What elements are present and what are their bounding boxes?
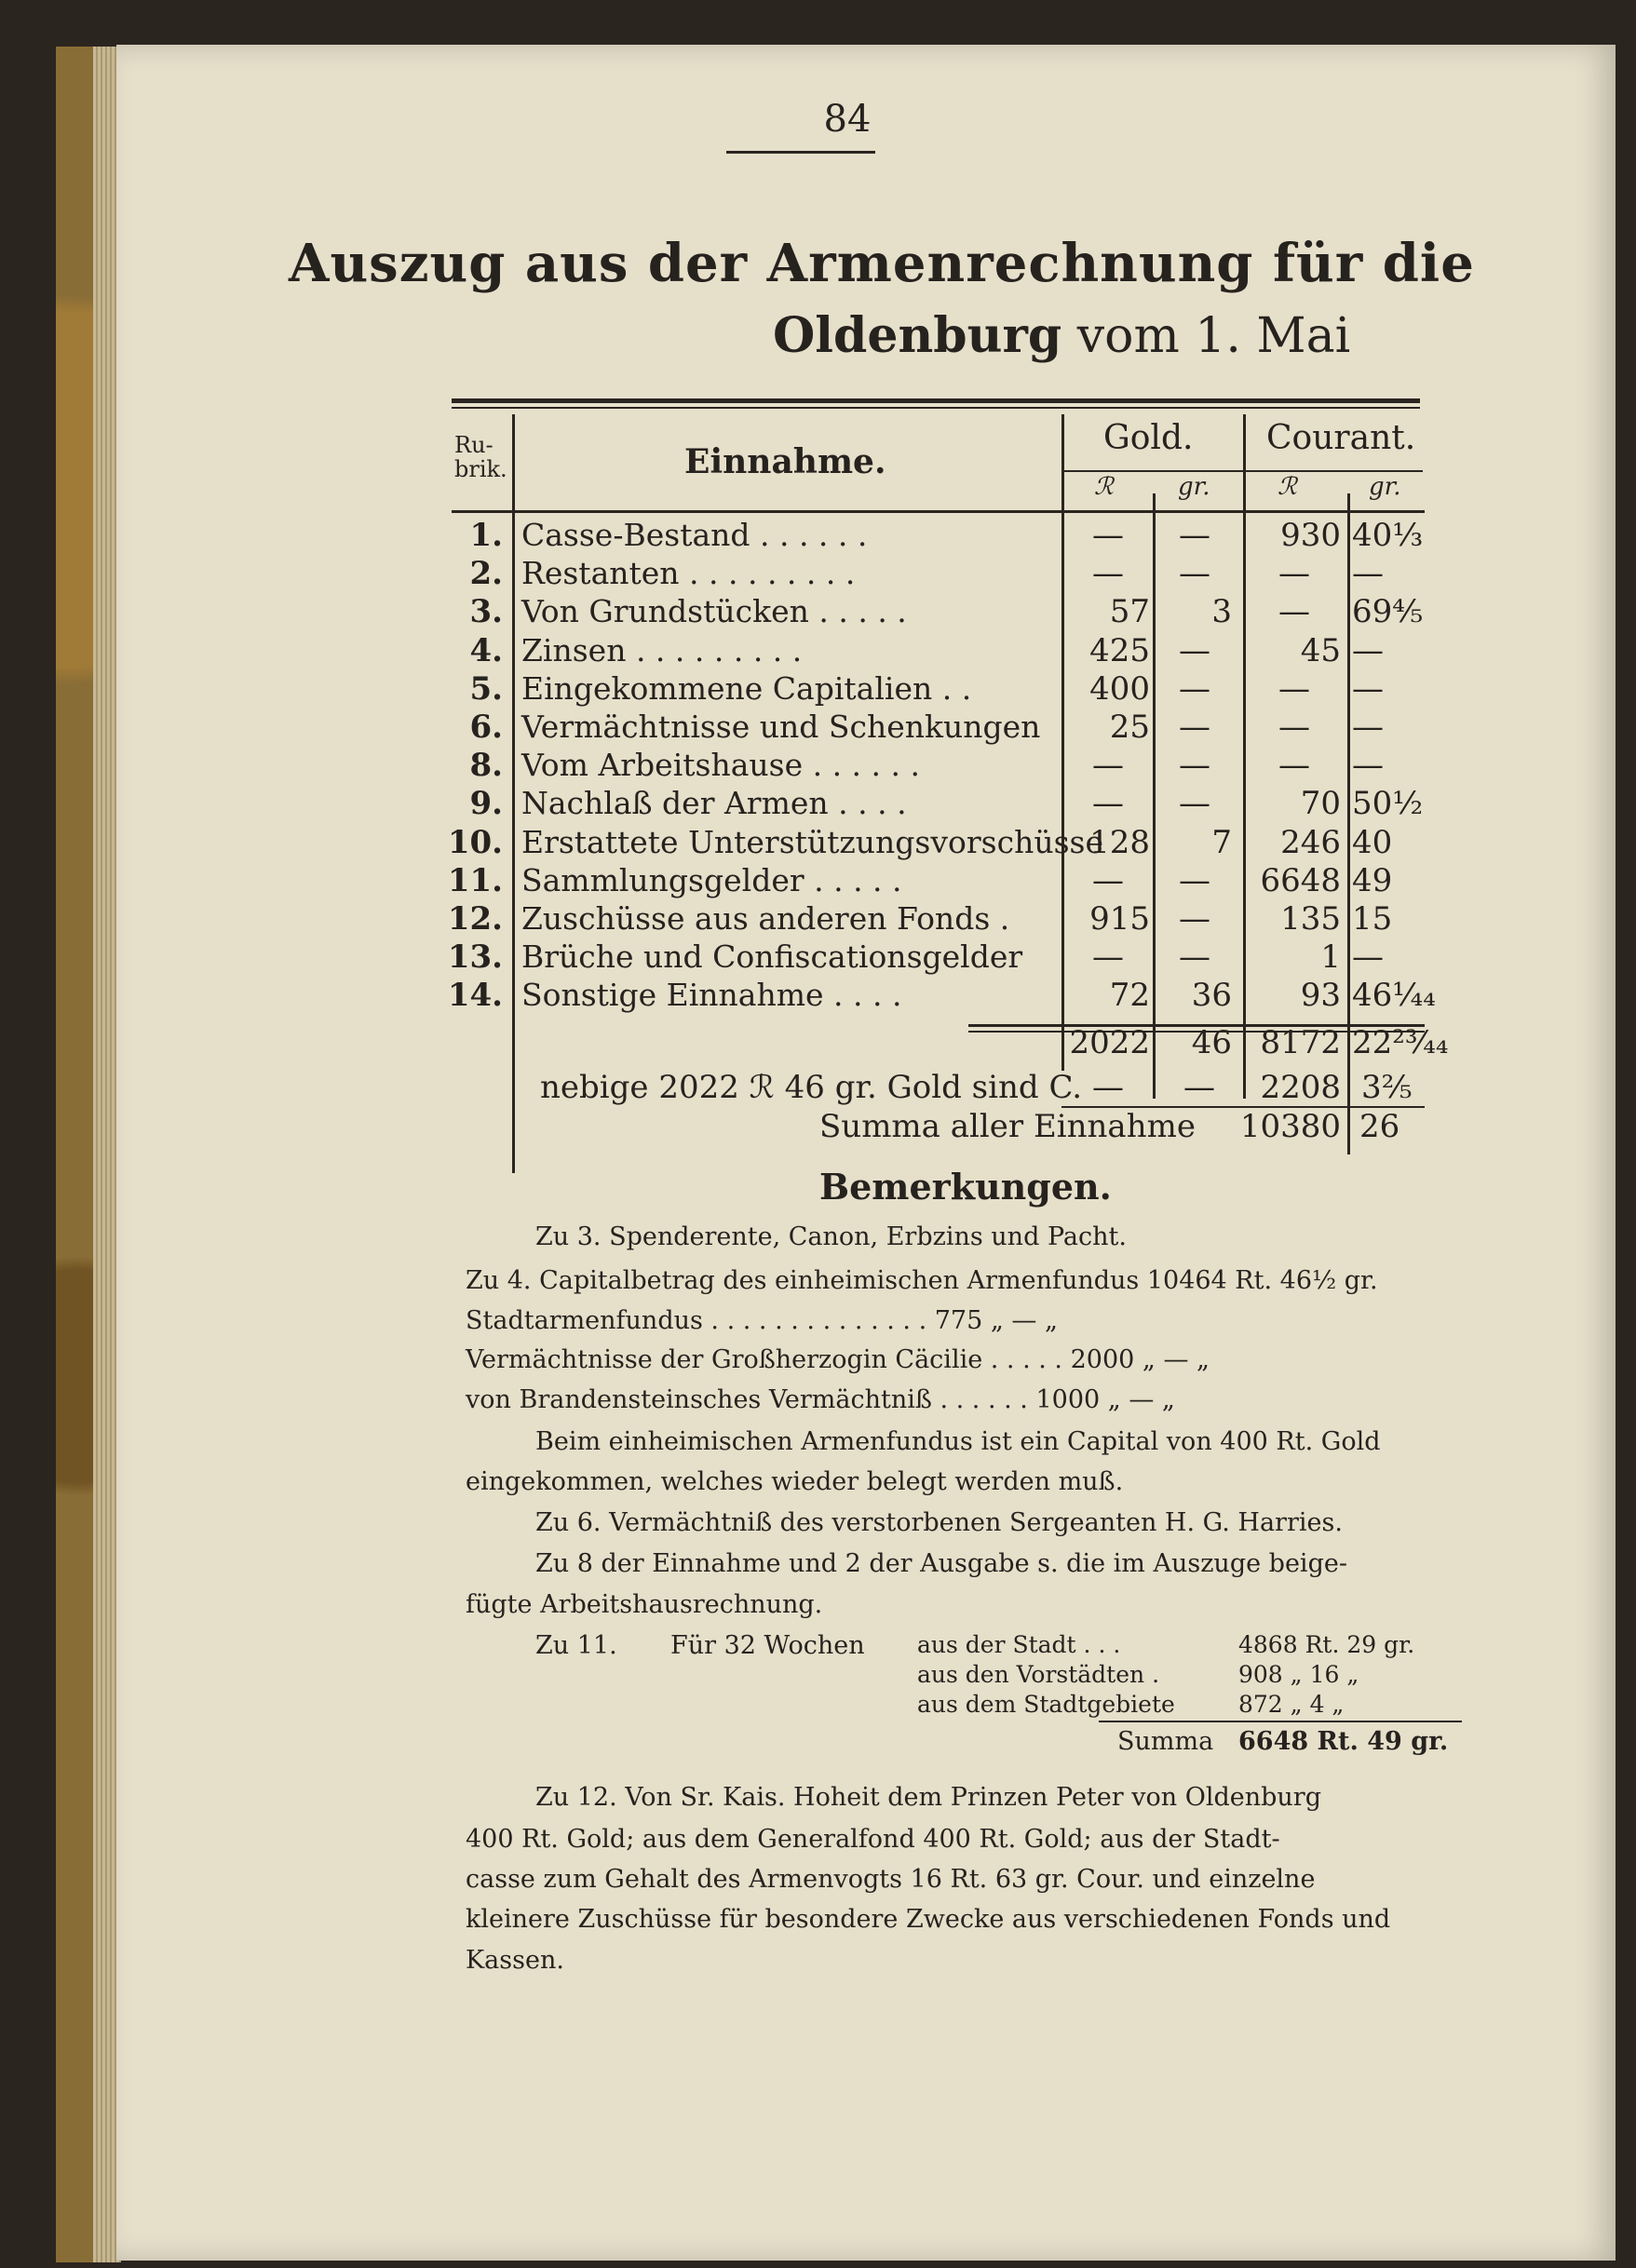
row-gold-rt: — bbox=[1092, 938, 1124, 976]
gold-note-gold-rt: — bbox=[1092, 1069, 1124, 1106]
col-line-courant-left bbox=[1243, 414, 1246, 1099]
row-courant-gr: — bbox=[1352, 709, 1384, 746]
row-description: Zuschüsse aus anderen Fonds . bbox=[521, 900, 1010, 937]
row-description: Vom Arbeitshause . . . . . . bbox=[521, 747, 920, 783]
total-courant-gr: 26 bbox=[1359, 1108, 1400, 1145]
courant-rt-header: ℛ bbox=[1278, 473, 1297, 501]
zu11-sum-label: Summa bbox=[1117, 1727, 1214, 1756]
row-number: 4. bbox=[469, 632, 503, 669]
gold-note-courant-rt: 2208 bbox=[1260, 1069, 1341, 1106]
zu11-item-amount: 908 „ 16 „ bbox=[1238, 1661, 1359, 1688]
row-number: 1. bbox=[469, 517, 503, 554]
remark-line: Zu 3. Spenderente, Canon, Erbzins und Pacht. bbox=[535, 1222, 1127, 1251]
remarks-title: Bemerkungen. bbox=[819, 1166, 1112, 1208]
row-courant-rt: 930 bbox=[1280, 517, 1341, 554]
remark-line: von Brandensteinsches Vermächtniß . . . . . . 1000 „ — „ bbox=[466, 1385, 1175, 1414]
row-gold-rt: 128 bbox=[1089, 824, 1150, 861]
row-gold-rt: — bbox=[1092, 747, 1124, 784]
total-courant-rt: 10380 bbox=[1239, 1108, 1341, 1145]
row-description: Zinsen . . . . . . . . . bbox=[521, 632, 803, 668]
row-gold-gr: — bbox=[1179, 709, 1210, 746]
row-gold-gr: — bbox=[1179, 747, 1210, 784]
row-courant-gr: — bbox=[1352, 555, 1384, 592]
row-gold-gr: — bbox=[1179, 517, 1210, 554]
row-courant-rt: — bbox=[1278, 709, 1310, 746]
col-line-gold-gr bbox=[1153, 493, 1156, 1099]
row-gold-gr: — bbox=[1179, 555, 1210, 592]
gold-header: Gold. bbox=[1103, 419, 1194, 457]
courant-header: Courant. bbox=[1266, 419, 1416, 457]
row-courant-rt: 6648 bbox=[1260, 862, 1341, 899]
row-gold-rt: — bbox=[1092, 862, 1124, 899]
row-courant-rt: — bbox=[1278, 670, 1310, 708]
row-description: Sammlungsgelder . . . . . bbox=[521, 862, 902, 898]
zu12-line: casse zum Gehalt des Armenvogts 16 Rt. 63 gr. Cour. und einzelne bbox=[466, 1865, 1316, 1894]
row-courant-gr: 50½ bbox=[1352, 785, 1424, 822]
zu11-item-amount: 872 „ 4 „ bbox=[1238, 1691, 1345, 1718]
row-gold-gr: — bbox=[1179, 785, 1210, 822]
row-number: 10. bbox=[447, 824, 503, 861]
col-line-rubrik bbox=[512, 414, 515, 1173]
page-number-rule bbox=[726, 151, 875, 154]
row-courant-gr: 15 bbox=[1352, 900, 1393, 938]
row-courant-gr: 40⅓ bbox=[1352, 517, 1424, 554]
remark-line: fügte Arbeitshausrechnung. bbox=[466, 1590, 823, 1619]
page-number: 84 bbox=[823, 98, 872, 141]
einnahme-header: Einnahme. bbox=[684, 442, 886, 481]
courant-gr-header: gr. bbox=[1369, 473, 1401, 501]
gold-rt-header: ℛ bbox=[1094, 473, 1114, 501]
remark-line: Stadtarmenfundus . . . . . . . . . . . . . . 775 „ — „ bbox=[466, 1306, 1059, 1335]
col-line-courant-gr bbox=[1347, 493, 1350, 1154]
row-gold-rt: 57 bbox=[1109, 593, 1150, 630]
zu12-line: kleinere Zuschüsse für besondere Zwecke aus verschiedenen Fonds und bbox=[466, 1905, 1391, 1934]
row-number: 9. bbox=[469, 785, 503, 822]
subtotal-gold-rt: 2022 bbox=[1069, 1024, 1150, 1061]
row-description: Nachlaß der Armen . . . . bbox=[521, 785, 907, 821]
remark-line: Beim einheimischen Armenfundus ist ein Capital von 400 Rt. Gold bbox=[535, 1427, 1381, 1456]
total-label: Summa aller Einnahme bbox=[819, 1108, 1196, 1145]
title-date: vom 1. Mai bbox=[1061, 308, 1351, 364]
row-description: Restanten . . . . . . . . . bbox=[521, 555, 856, 591]
row-courant-rt: 135 bbox=[1280, 900, 1341, 938]
row-courant-rt: 45 bbox=[1300, 632, 1341, 669]
row-number: 3. bbox=[469, 593, 503, 630]
row-courant-gr: 40 bbox=[1352, 824, 1393, 861]
zu11-sum-amount: 6648 Rt. 49 gr. bbox=[1238, 1727, 1449, 1756]
row-gold-rt: — bbox=[1092, 555, 1124, 592]
row-gold-gr: 36 bbox=[1191, 977, 1232, 1014]
gold-note-courant-gr: 3⅖ bbox=[1361, 1069, 1413, 1106]
row-description: Vermächtnisse und Schenkungen bbox=[521, 709, 1041, 745]
row-gold-rt: — bbox=[1092, 785, 1124, 822]
table-top-rule bbox=[452, 398, 1420, 403]
row-courant-gr: 49 bbox=[1352, 862, 1393, 899]
row-number: 13. bbox=[447, 938, 503, 976]
row-gold-gr: — bbox=[1179, 670, 1210, 708]
book-edge-marbling bbox=[56, 47, 93, 2262]
row-courant-gr: 69⅘ bbox=[1352, 593, 1424, 630]
zu11-sum-rule bbox=[1099, 1721, 1462, 1722]
row-gold-rt: 25 bbox=[1109, 709, 1150, 746]
remark-line: Zu 4. Capitalbetrag des einheimischen Armenfundus 10464 Rt. 46½ gr. bbox=[466, 1266, 1378, 1295]
gold-gr-header: gr. bbox=[1178, 473, 1210, 501]
header-bottom-rule bbox=[452, 510, 1425, 513]
row-courant-rt: 1 bbox=[1320, 938, 1341, 976]
row-courant-rt: 93 bbox=[1300, 977, 1341, 1014]
subtotal-courant-gr: 22²³⁄₄₄ bbox=[1352, 1024, 1449, 1061]
page-title-line2 bbox=[773, 307, 1350, 364]
gold-note-text: nebige 2022 ℛ 46 gr. Gold sind C. bbox=[540, 1069, 1083, 1106]
row-gold-gr: 7 bbox=[1211, 824, 1232, 861]
zu12-line: Zu 12. Von Sr. Kais. Hoheit dem Prinzen Peter von Oldenburg bbox=[535, 1783, 1322, 1812]
row-courant-gr: — bbox=[1352, 938, 1384, 976]
row-gold-gr: — bbox=[1179, 938, 1210, 976]
row-gold-rt: 400 bbox=[1089, 670, 1150, 708]
row-number: 8. bbox=[469, 747, 503, 784]
row-courant-rt: — bbox=[1278, 747, 1310, 784]
header-subrule-gold bbox=[1064, 470, 1243, 472]
zu11-item-where: aus den Vorstädten . bbox=[917, 1661, 1160, 1688]
remark-line: Zu 6. Vermächtniß des verstorbenen Sergeanten H. G. Harries. bbox=[535, 1508, 1343, 1537]
row-number: 11. bbox=[447, 862, 503, 899]
row-courant-rt: — bbox=[1278, 593, 1310, 630]
row-gold-gr: — bbox=[1179, 862, 1210, 899]
zu11-label: Zu 11. bbox=[535, 1631, 617, 1660]
row-description: Casse-Bestand . . . . . . bbox=[521, 517, 868, 553]
row-number: 6. bbox=[469, 709, 503, 746]
zu12-line: Kassen. bbox=[466, 1946, 564, 1975]
gold-note-gold-gr: — bbox=[1183, 1069, 1215, 1106]
row-number: 14. bbox=[447, 977, 503, 1014]
row-gold-gr: — bbox=[1179, 632, 1210, 669]
remark-line: Zu 8 der Einnahme und 2 der Ausgabe s. die im Auszuge beige- bbox=[535, 1549, 1347, 1578]
header-subrule-courant bbox=[1246, 470, 1423, 472]
rubrik-header: Ru- brik. bbox=[454, 432, 507, 482]
row-gold-rt: 425 bbox=[1089, 632, 1150, 669]
row-courant-rt: — bbox=[1278, 555, 1310, 592]
row-courant-rt: 70 bbox=[1300, 785, 1341, 822]
subtotal-gold-gr: 46 bbox=[1191, 1024, 1232, 1061]
row-number: 12. bbox=[447, 900, 503, 938]
row-courant-gr: — bbox=[1352, 670, 1384, 708]
zu11-text: Für 32 Wochen bbox=[670, 1631, 865, 1660]
zu11-item-where: aus der Stadt . . . bbox=[917, 1631, 1121, 1658]
title-oldenburg: Oldenburg bbox=[773, 307, 1062, 364]
row-courant-gr: 46¹⁄₄₄ bbox=[1352, 977, 1436, 1014]
zu11-item-where: aus dem Stadtgebiete bbox=[917, 1691, 1175, 1718]
table-top-rule-2 bbox=[452, 407, 1420, 409]
row-gold-rt: — bbox=[1092, 517, 1124, 554]
row-gold-rt: 72 bbox=[1109, 977, 1150, 1014]
row-description: Erstattete Unterstützungsvorschüsse bbox=[521, 824, 1103, 860]
row-number: 5. bbox=[469, 670, 503, 708]
zu11-item-amount: 4868 Rt. 29 gr. bbox=[1238, 1631, 1415, 1658]
page-title-line1: Auszug aus der Armenrechnung für die bbox=[289, 233, 1475, 294]
row-gold-rt: 915 bbox=[1089, 900, 1150, 938]
row-courant-gr: — bbox=[1352, 747, 1384, 784]
remark-line: Vermächtnisse der Großherzogin Cäcilie . . . . . 2000 „ — „ bbox=[466, 1345, 1210, 1374]
row-description: Brüche und Confiscationsgelder bbox=[521, 938, 1023, 975]
row-description: Sonstige Einnahme . . . . bbox=[521, 977, 902, 1013]
row-description: Von Grundstücken . . . . . bbox=[521, 593, 907, 629]
row-description: Eingekommene Capitalien . . bbox=[521, 670, 972, 707]
row-courant-rt: 246 bbox=[1280, 824, 1341, 861]
zu12-line: 400 Rt. Gold; aus dem Generalfond 400 Rt. Gold; aus der Stadt- bbox=[466, 1825, 1280, 1854]
row-number: 2. bbox=[469, 555, 503, 592]
row-gold-gr: — bbox=[1179, 900, 1210, 938]
row-gold-gr: 3 bbox=[1211, 593, 1232, 630]
subtotal-courant-rt: 8172 bbox=[1260, 1024, 1341, 1061]
row-courant-gr: — bbox=[1352, 632, 1384, 669]
remark-line: eingekommen, welches wieder belegt werden muß. bbox=[466, 1467, 1124, 1496]
